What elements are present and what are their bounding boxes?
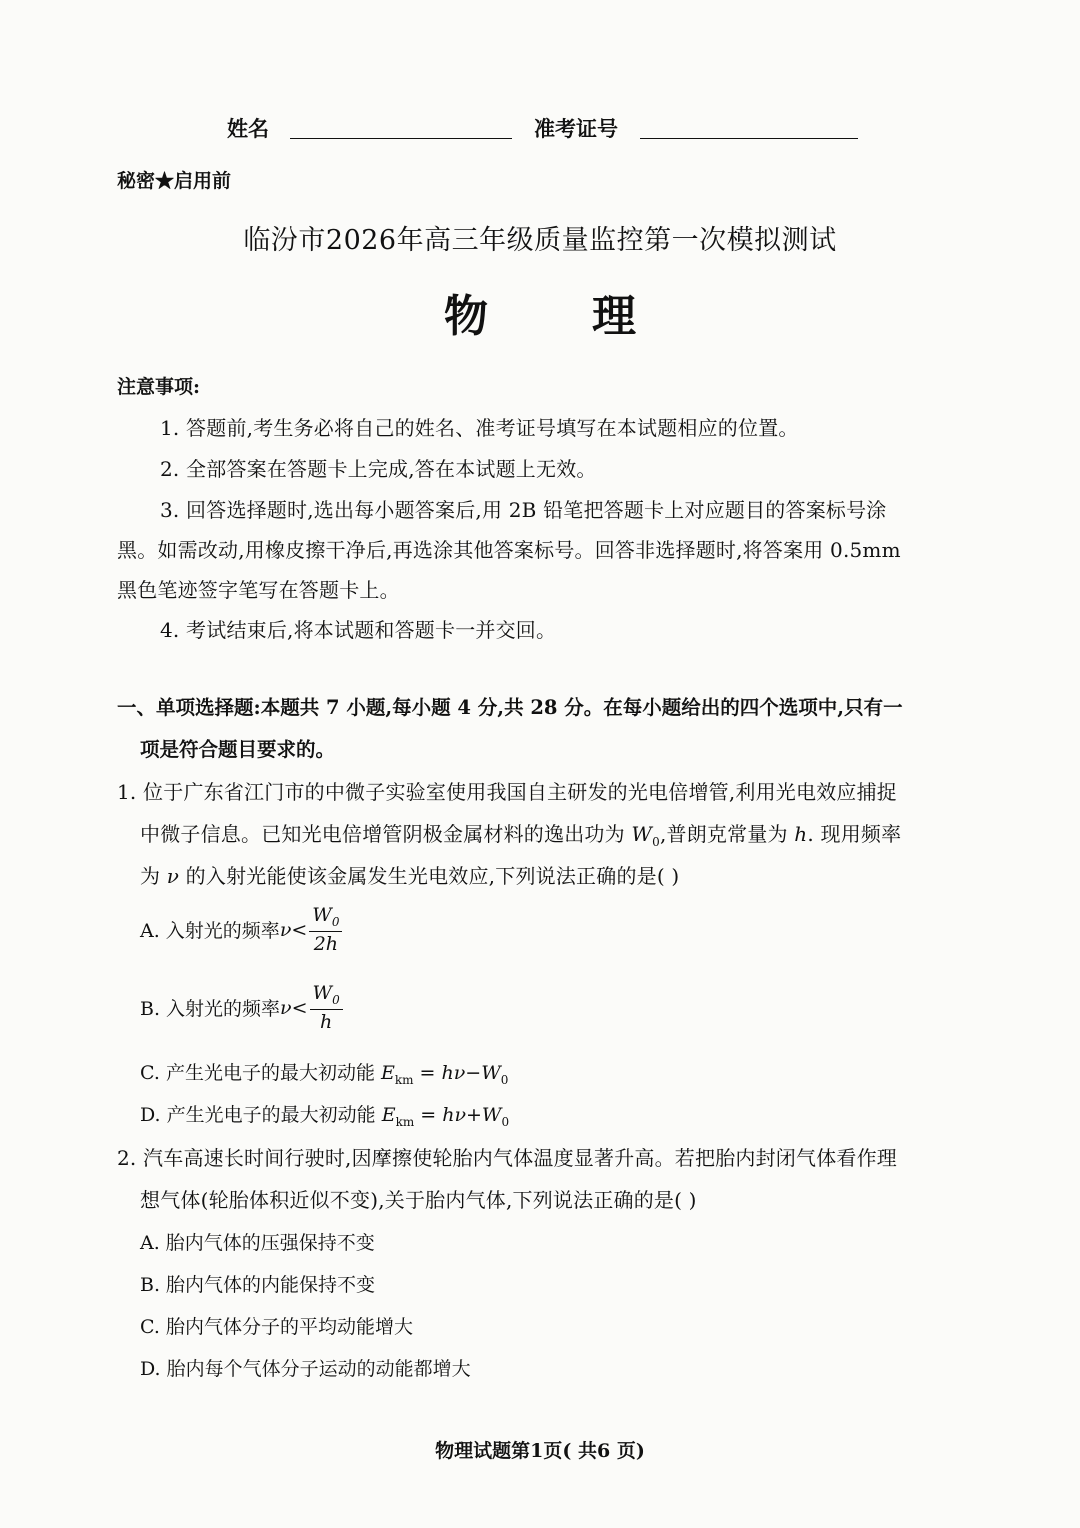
note-item-3-line-1: 3. 回答选择题时,选出每小题答案后,用 2B 铅笔把答题卡上对应题目的答案标号涂 <box>160 498 887 522</box>
q1-line-2: 中微子信息。已知光电倍增管阴极金属材料的逸出功为 $W_0$,普朗克常量为 h. 现用频率 <box>140 822 902 849</box>
q1-option-c[interactable]: C. 产生光电子的最大初动能 $E_{km} = h\nu-W_0$ <box>140 1062 509 1087</box>
subject-char-2: 理 <box>592 291 636 342</box>
secret-label: 秘密★启用前 <box>117 170 232 192</box>
q1-line-3: 为 ν 的入射光能使该金属发生光电效应,下列说法正确的是( ) <box>140 864 680 888</box>
exam-id-field-line[interactable] <box>640 138 858 139</box>
note-item-3-line-2: 黑。如需改动,用橡皮擦干净后,再选涂其他答案标号。回答非选择题时,将答案用 0.5mm <box>117 538 901 562</box>
exam-id-label: 准考证号 <box>534 116 618 141</box>
note-item-4: 4. 考试结束后,将本试题和答题卡一并交回。 <box>160 618 557 642</box>
q1-line-1: 1. 位于广东省江门市的中微子实验室使用我国自主研发的光电倍增管,利用光电效应捕捉 <box>117 780 897 804</box>
subject-char-1: 物 <box>444 291 488 342</box>
section-heading-line-2: 项是符合题目要求的。 <box>140 738 336 761</box>
note-item-2: 2. 全部答案在答题卡上完成,答在本试题上无效。 <box>160 457 597 481</box>
q2-option-d[interactable]: D. 胎内每个气体分子运动的动能都增大 <box>140 1358 471 1380</box>
q1-option-a[interactable]: A. 入射光的频率 ν< $\frac{W_0}{2h}$ <box>140 906 342 954</box>
q1-option-b-fraction: $\frac{W_0}{h}$ <box>310 984 343 1032</box>
q2-line-1: 2. 汽车高速长时间行驶时,因摩擦使轮胎内气体温度显著升高。若把胎内封闭气体看作理 <box>117 1146 897 1170</box>
q1-option-b[interactable]: B. 入射光的频率 ν< $\frac{W_0}{h}$ <box>140 984 343 1032</box>
q2-option-a[interactable]: A. 胎内气体的压强保持不变 <box>140 1232 375 1254</box>
q2-option-b[interactable]: B. 胎内气体的内能保持不变 <box>140 1274 376 1296</box>
q1-option-a-fraction: $\frac{W_0}{2h}$ <box>309 906 342 954</box>
note-item-3-line-3: 黑色笔迹签字笔写在答题卡上。 <box>117 578 400 602</box>
name-label: 姓名 <box>227 116 269 141</box>
q2-option-c[interactable]: C. 胎内气体分子的平均动能增大 <box>140 1316 413 1338</box>
notes-heading: 注意事项: <box>117 376 201 398</box>
q2-line-2: 想气体(轮胎体积近似不变),关于胎内气体,下列说法正确的是( ) <box>140 1188 697 1212</box>
exam-title: 临汾市2026年高三年级质量监控第一次模拟测试 <box>243 225 837 256</box>
page-footer: 物理试题第1页( 共6 页) <box>435 1440 645 1462</box>
q1-option-d[interactable]: D. 产生光电子的最大初动能 $E_{km} = h\nu+W_0$ <box>140 1104 510 1129</box>
name-field-line[interactable] <box>290 138 512 139</box>
section-heading-line-1: 一、单项选择题:本题共 7 小题,每小题 4 分,共 28 分。在每小题给出的四个选项中,只有一 <box>117 696 903 719</box>
note-item-1: 1. 答题前,考生务必将自己的姓名、准考证号填写在本试题相应的位置。 <box>160 416 799 440</box>
